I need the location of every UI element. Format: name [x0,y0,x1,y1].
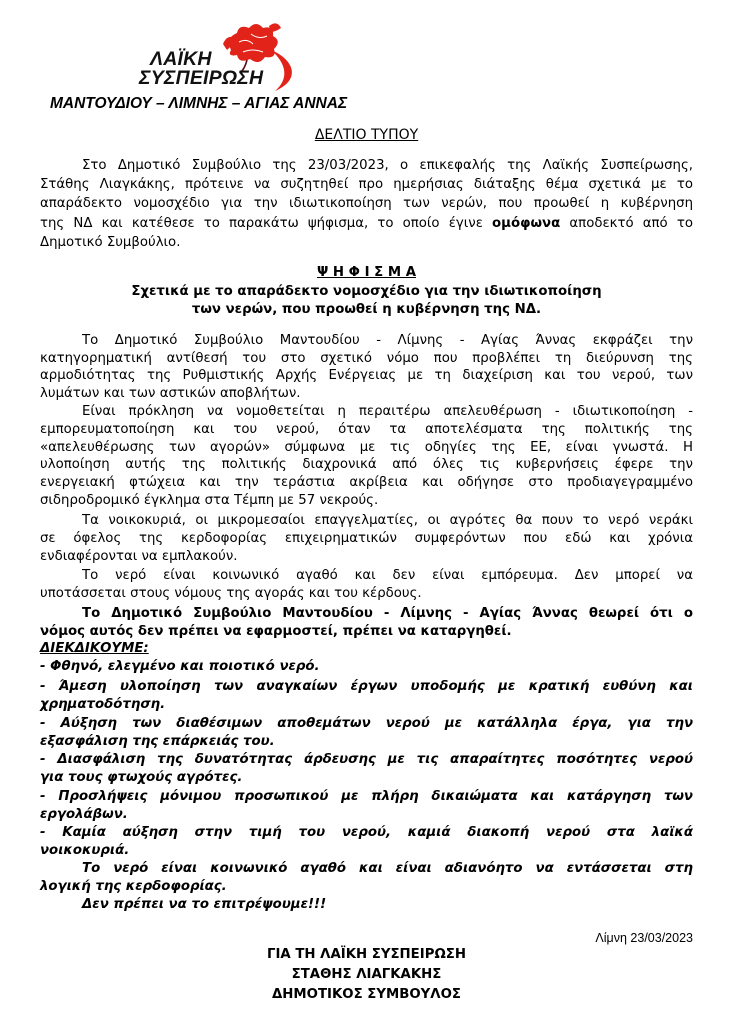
closing-statement [40,896,693,914]
paragraph-line: Είναι πρόκληση να νομοθετείται η περαιτέρω απελευθέρωση - ιδιωτικοποίηση - [82,404,693,419]
paragraph-line: σε όφελος της κερδοφορίας επιχειρηματικών συμφερόντων που εδώ και χρόνια [40,530,693,546]
list-item-line: εξασφάλιση της επάρκειάς του. [40,733,275,749]
signature-line: ΓΙΑ ΤΗ ΛΑΪΚΗ ΣΥΣΠΕΙΡΩΣΗ [267,947,466,962]
demand-item [40,824,693,860]
list-item-line: - Καμία αύξηση στην τιμή του νερού, καμιά διακοπή νερού στα λαϊκά [40,825,693,840]
paragraph-line: αρμοδιότητας της Ρυθμιστικής Αρχής Ενέργειας με τη διαχείριση και του νερού, των [40,368,693,384]
paragraph-line: λυμάτων και των αστικών αποβλήτων. [40,385,301,401]
paragraph-line: Το Δημοτικό Συμβούλιο Μαντουδίου - Λίμνης - Αγίας Άννας εκφράζει την [82,333,693,348]
paragraph-line: Δεν πρέπει να το επιτρέψουμε!!! [82,897,327,912]
resolution-paragraph [40,403,693,510]
demand-item [40,678,693,714]
document-title: ΔΕΛΤΙΟ ΤΥΠΟΥ [314,127,419,143]
list-item-line: - Αύξηση των διαθέσιμων αποθεμάτων νερού με κατάλληλα έργα, για την [40,716,693,731]
paragraph-line: Το νερό είναι κοινωνικό αγαθό και δεν είναι εμπόρευμα. Δεν μπορεί να [82,568,693,583]
demands-heading: ΔΙΕΚΔΙΚΟΥΜΕ: [40,641,149,656]
resolution-subtitle [40,283,693,319]
paragraph-line: ενεργειακή φτώχεια και την τεράστια ακρίβεια και οδήγησε στο προδιαγεγραμμένο [40,475,693,491]
signature-line: ΔΗΜΟΤΙΚΟΣ ΣΥΜΒΟΥΛΟΣ [272,987,461,1002]
paragraph-line: Το νερό είναι κοινωνικό αγαθό και είναι αδιανόητο να εντάσσεται στη [82,861,693,876]
list-item-line: - Προσλήψεις μόνιμου προσωπικού με πλήρη δικαιώματα και κατάργηση των [40,789,693,804]
resolution-paragraph [40,512,693,565]
paragraph-line: σιδηροδρομικό έγκλημα στα Τέμπη με 57 νεκρούς. [40,492,379,508]
text-run: της ΝΔ και κατέθεσε το παρακάτω ψήφισμα, το οποίο έγινε [40,215,483,231]
paragraph-line: Στάθης Λιαγκάκης, πρότεινε να συζητηθεί προ ημερήσιας διάταξης θέμα σχετικά με το [40,177,693,193]
paragraph-line: Στο Δημοτικό Συμβούλιο της 23/03/2023, ο επικεφαλής της Λαϊκής Συσπείρωσης, [82,158,693,173]
demand-item [40,788,693,824]
list-item-line: εργολάβων. [40,806,128,822]
subtitle-line: Σχετικά με το απαράδεκτο νομοσχέδιο για την ιδιωτικοποίηση [131,284,602,299]
logo-text-line1: ΛΑΪΚΗ [150,48,212,70]
paragraph-line: υλοποίηση αυτής της πολιτικής διαχρονικά από όλες τις κυβερνήσεις έφερε την [40,457,693,473]
municipality-heading: ΜΑΝΤΟΥΔΙΟΥ – ΛΙΜΝΗΣ – ΑΓΙΑΣ ΑΝΝΑΣ [50,95,348,112]
paragraph-line [40,214,693,233]
paragraph-line: εμπορευματοποίηση και του νερού, όταν τα αποτελέσματα της πολιτικής της [40,421,693,437]
logo-text-line2: ΣΥΣΠΕΙΡΩΣΗ [139,67,264,89]
emphasis-text: ομόφωνα [492,215,561,231]
list-item-line: - Φθηνό, ελεγμένο και ποιοτικό νερό. [40,659,320,674]
signature-block [40,945,693,1005]
paragraph-line: Το Δημοτικό Συμβούλιο Μαντουδίου - Λίμνης - Αγίας Άννας θεωρεί ότι ο [82,606,693,621]
text-run: αποδεκτό από το [569,215,693,231]
paragraph-line: κατηγορηματική αντίθεσή του στο σχετικό νόμο που προβλέπει τη διεύρυνση της [40,350,693,366]
resolution-title: Ψ Η Φ Ι Σ Μ Α [316,265,417,280]
list-item-line: χρηματοδότηση. [40,696,166,712]
paragraph-line: ενδιαφέρονται να εμπλακούν. [40,548,238,564]
subtitle-line: των νερών, που προωθεί η κυβέρνηση της ΝΔ. [191,302,542,317]
paragraph-line: Δημοτικό Συμβούλιο. [40,234,181,250]
paragraph-line: λογική της κερδοφορίας. [40,878,227,894]
resolution-paragraph [40,332,693,402]
resolution-paragraph [40,567,693,603]
demand-item [40,715,693,751]
document-date: Λίμνη 23/03/2023 [595,931,693,945]
list-item-line: - Διασφάλιση της δυνατότητας άρδευσης με τις απαραίτητες ποσότητες νερού [40,752,693,767]
list-item-line: - Άμεση υλοποίηση των αναγκαίων έργων υποδομής με κρατική ευθύνη και [40,679,693,694]
paragraph-line: απαράδεκτο νομοσχέδιο για την ιδιωτικοποίηση των νερών, που προωθεί η κυβέρνηση [40,196,693,212]
closing-paragraph [40,860,693,896]
council-position [40,605,693,641]
list-item-line: για τους φτωχούς αγρότες. [40,769,243,785]
paragraph-line: «απελευθέρωσης των αγορών» σύμφωνα με τις οδηγίες της ΕΕ, είναι γνωστά. Η [40,439,693,455]
demand-item [40,751,693,787]
intro-paragraph [40,156,693,252]
signature-line: ΣΤΑΘΗΣ ΛΙΑΓΚΑΚΗΣ [291,967,442,982]
demand-item [40,658,693,676]
paragraph-line: νόμος αυτός δεν πρέπει να εφαρμοστεί, πρέπει να καταργηθεί. [40,623,512,639]
paragraph-line: Τα νοικοκυριά, οι μικρομεσαίοι επαγγελματίες, οι αγρότες θα πουν το νερό νεράκι [82,513,693,528]
list-item-line: νοικοκυριά. [40,842,130,858]
paragraph-line: υποτάσσεται στους νόμους της αγοράς και του κέρδους. [40,585,422,601]
